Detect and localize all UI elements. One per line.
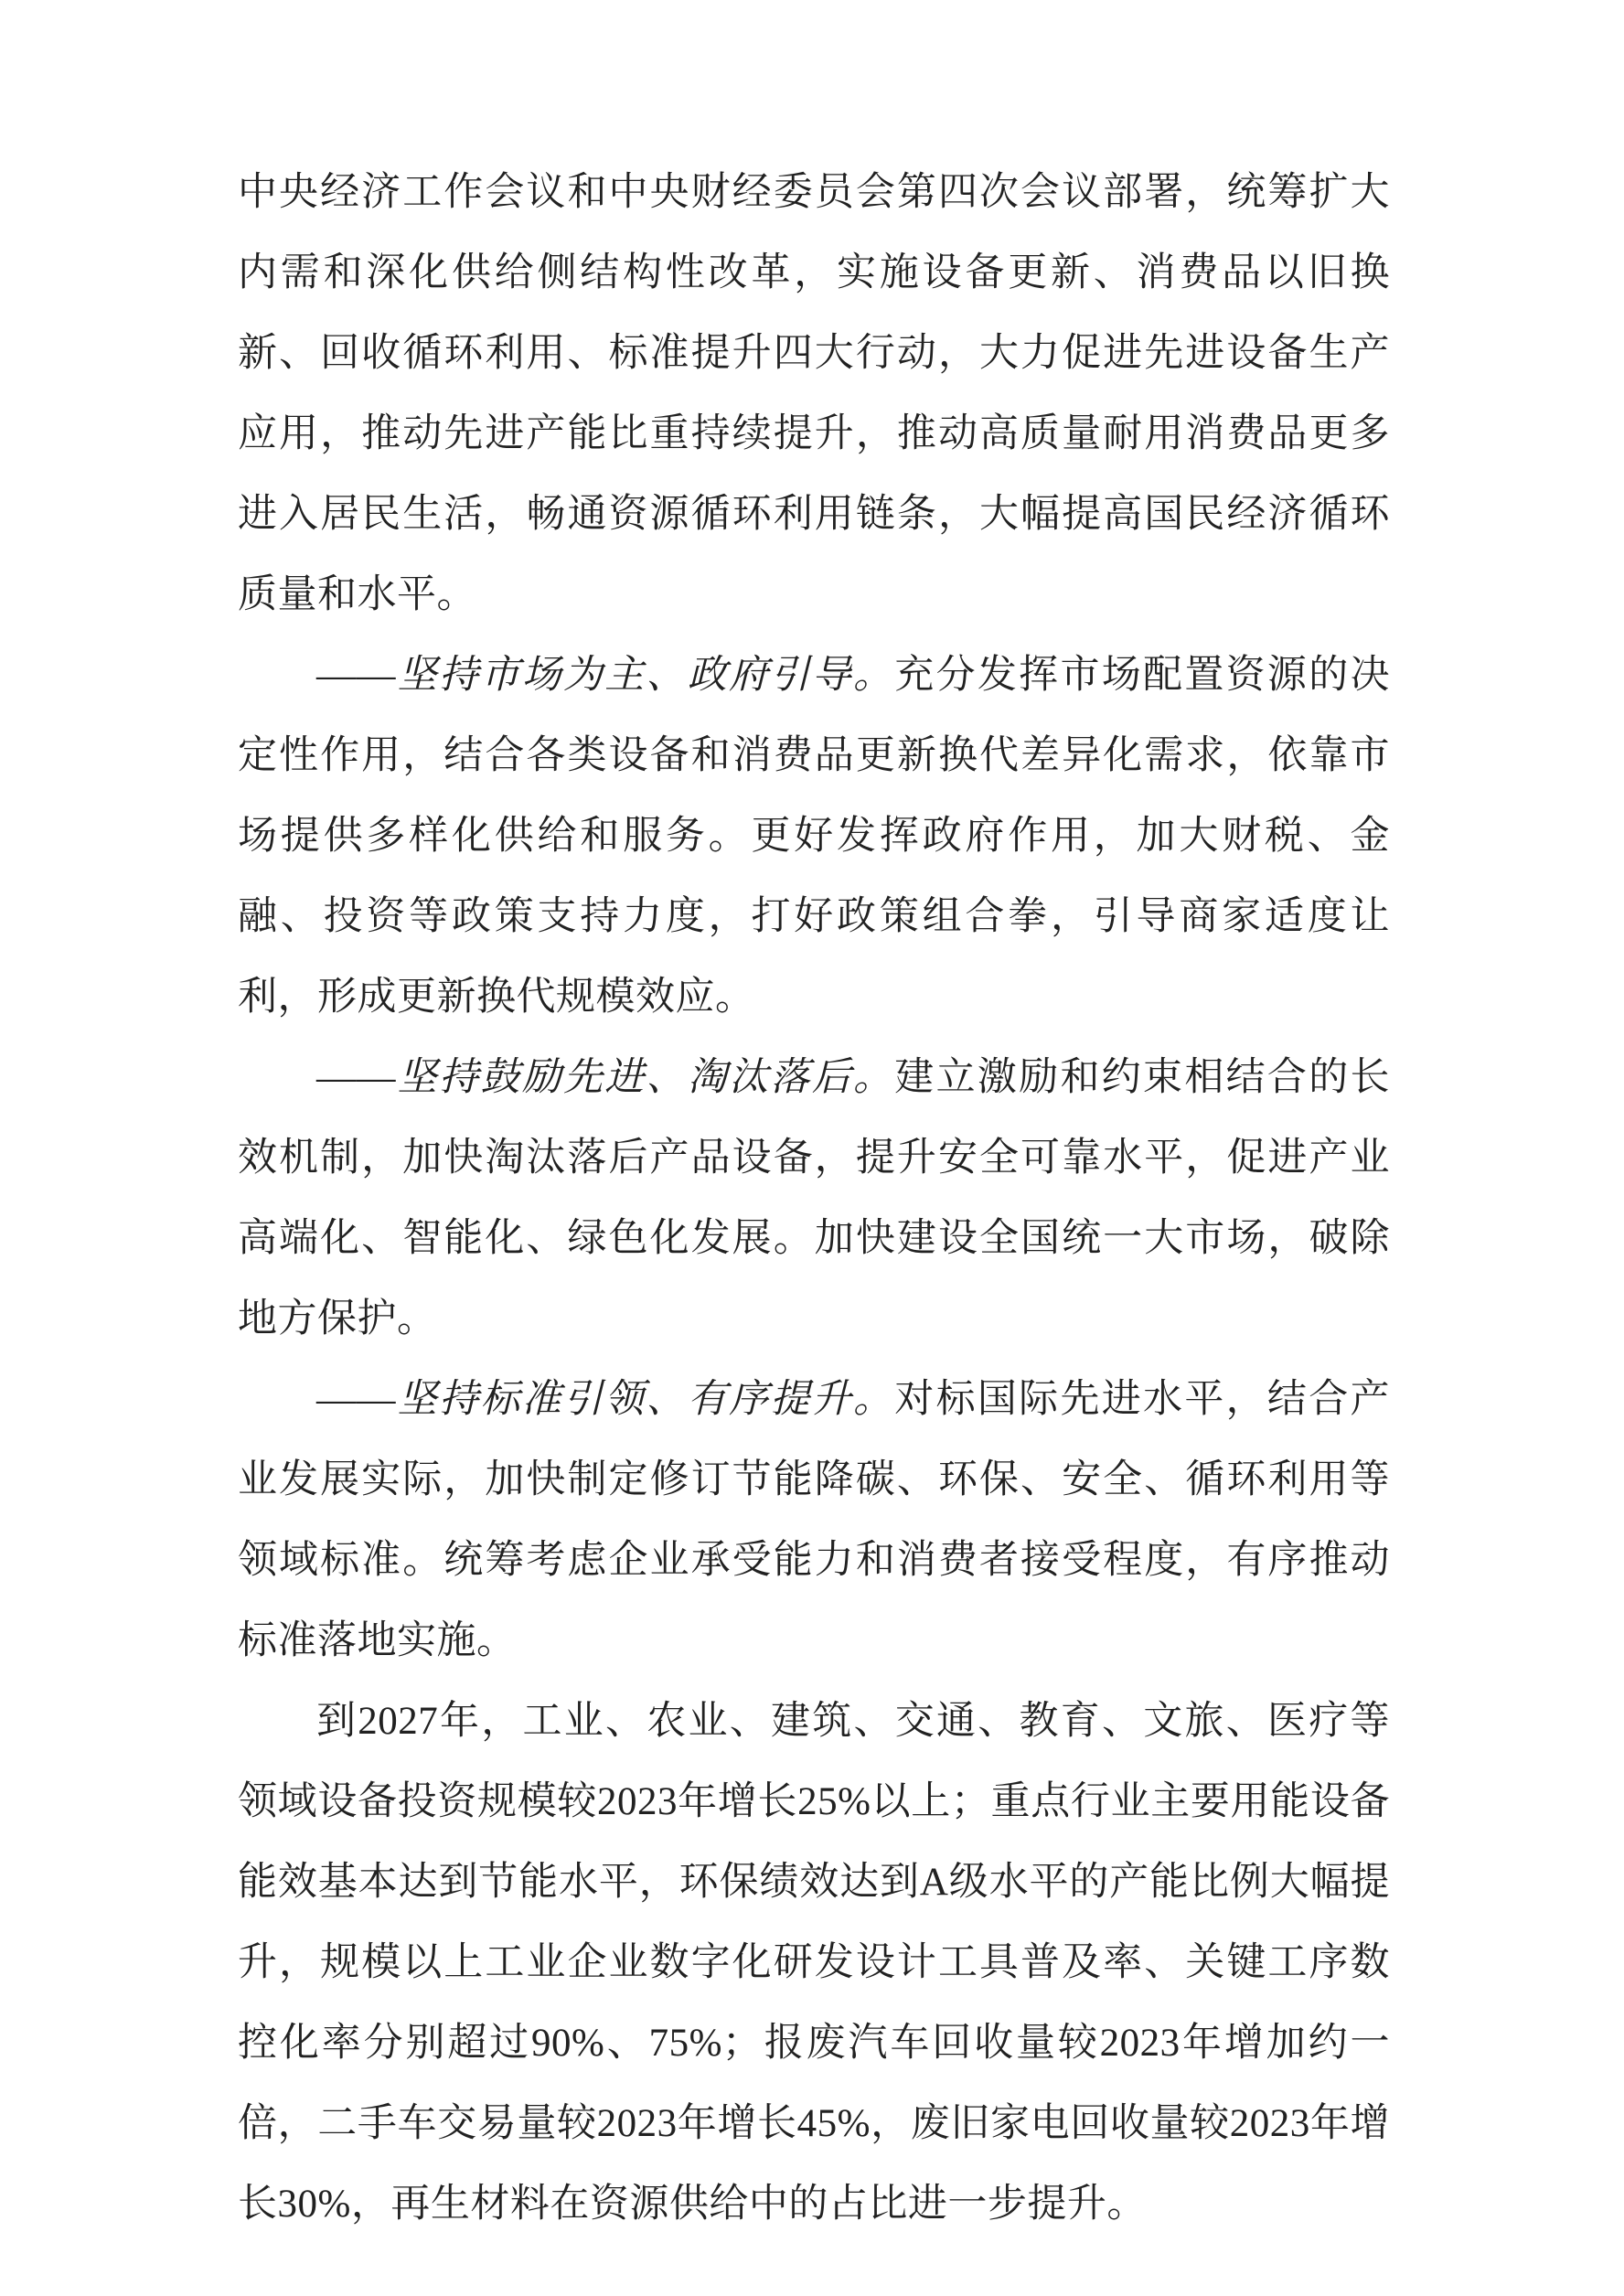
- paragraph-dash: ——: [316, 654, 396, 697]
- paragraph-principle-standards: [238, 1360, 1390, 1682]
- paragraph-lead: 坚持市场为主、政府引导。: [396, 654, 895, 697]
- paragraph-continuation: [238, 153, 1390, 635]
- paragraph-principle-market: [238, 635, 1390, 1038]
- paragraph-text: 对标国际先进水平，结合产业发展实际，加快制定修订节能降碳、环保、安全、循环利用等领域标准。统筹考虑企业承受能力和消费者接受程度，有序推动标准落地实施。: [238, 1378, 1391, 1662]
- paragraph-2027-goals: [238, 1682, 1390, 2245]
- paragraph-text: 建立激励和约束相结合的长效机制，加快淘汰落后产品设备，提升安全可靠水平，促进产业高端化、智能化、绿色化发展。加快建设全国统一大市场，破除地方保护。: [238, 1056, 1391, 1340]
- paragraph-text: 充分发挥市场配置资源的决定性作用，结合各类设备和消费品更新换代差异化需求，依靠市场提供多样化供给和服务。更好发挥政府作用，加大财税、金融、投资等政策支持力度，打好政策组合拳，引导商家适度让利，形成更新换代规模效应。: [238, 654, 1391, 1019]
- paragraph-dash: ——: [316, 1378, 396, 1421]
- paragraph-text: 中央经济工作会议和中央财经委员会第四次会议部署，统筹扩大内需和深化供给侧结构性改革，实施设备更新、消费品以旧换新、回收循环利用、标准提升四大行动，大力促进先进设备生产应用，推动先进产能比重持续提升，推动高质量耐用消费品更多进入居民生活，畅通资源循环利用链条，大幅提高国民经济循环质量和水平。: [238, 171, 1390, 616]
- paragraph-principle-advanced: [238, 1038, 1390, 1360]
- paragraph-dash: ——: [316, 1056, 396, 1099]
- paragraph-lead: 坚持标准引领、有序提升。: [396, 1378, 895, 1421]
- paragraph-text: 到2027年，工业、农业、建筑、交通、教育、文旅、医疗等领域设备投资规模较2023年增长25%以上；重点行业主要用能设备能效基本达到节能水平，环保绩效达到A级水平的产能比例大幅提升，规模以上工业企业数字化研发设计工具普及率、关键工序数控化率分别超过90%、75%；报废汽车回收量较2023年增加约一倍，二手车交易量较2023年增长45%，废旧家电回收量较2023年增长30%，再生材料在资源供给中的占比进一步提升。: [238, 1700, 1390, 2226]
- document-body: [238, 153, 1390, 2245]
- paragraph-lead: 坚持鼓励先进、淘汰落后。: [396, 1056, 895, 1099]
